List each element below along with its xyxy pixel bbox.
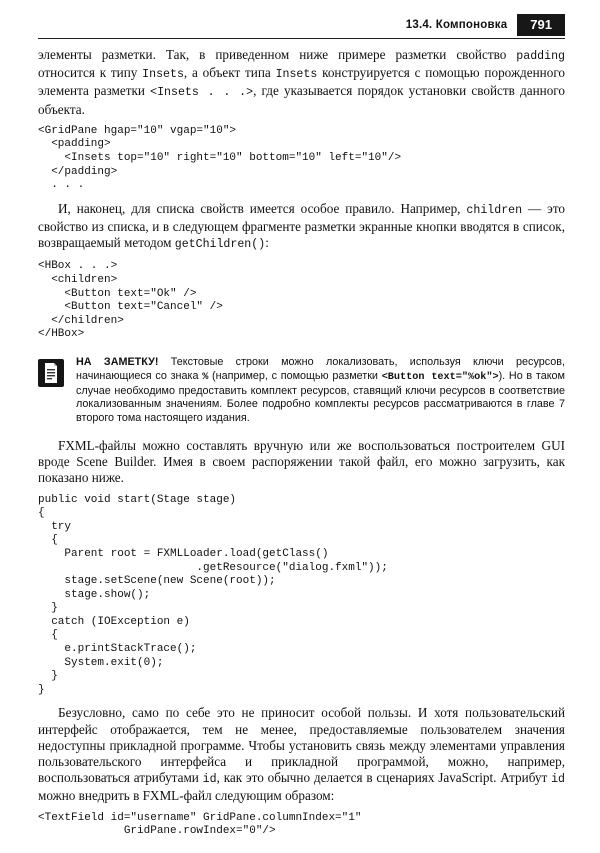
text-run: конструируется с помощью порожденного элемента разметки: [38, 65, 565, 99]
inline-code: <Insets . . .>: [150, 86, 254, 100]
text-run: Текстовые строки можно локализовать, используя ключи ресурсов, начинающиеся со знака: [76, 355, 565, 382]
inline-code: children: [466, 203, 523, 217]
text-run: :: [265, 235, 269, 251]
section-title: 13.4. Компоновка: [405, 19, 508, 31]
paragraph-children: [38, 201, 565, 254]
text-run: элементы разметки. Так, в приведенном ниже примере разметки свойство: [38, 47, 517, 62]
inline-code: <Button text="%ok">: [381, 371, 499, 383]
inline-code: Insets: [142, 68, 184, 82]
text-run: относится к типу: [38, 65, 143, 81]
inline-code: id: [202, 773, 217, 787]
inline-code: getChildren(): [174, 238, 266, 252]
text-run: FXML-файлы можно составлять вручную или же воспользоваться построителем GUI вроде Scene Builder. Имея в своем распоряжении такой файл, его можно загрузить, как показано ниже.: [38, 437, 565, 486]
code-block-gridpane: <GridPane hgap="10" vgap="10"> <padding> <Insets top="10" right="10" bottom="10" left="10"/> </padding> . . .: [38, 124, 402, 192]
text-run: , где указывается порядок установки свойств данного объекта.: [38, 83, 565, 117]
note-icon: [38, 356, 64, 393]
page-number-badge: 791: [517, 14, 565, 36]
inline-code: Insets: [275, 68, 318, 82]
text-run: (например, с помощью разметки: [208, 369, 382, 382]
note-title: НА ЗАМЕТКУ!: [76, 355, 159, 368]
text-run: И, наконец, для списка свойств имеется особое правило. Например,: [58, 200, 467, 216]
inline-code: %: [202, 371, 209, 383]
code-block-textfield: <TextField id="username" GridPane.columnIndex="1" GridPane.rowIndex="0"/>: [38, 811, 362, 838]
paragraph-insets: [38, 47, 565, 118]
text-run: Безусловно, само по себе это не приносит особой пользы. И хотя пользовательский интерфейс отображается, тем не менее, предоставляемые пользователем значения недоступны прикладной программе. Чтобы установить связь между элементами управления пользовательского интерфейса и прикладной программой, можно, например, воспользоваться атрибутами: [38, 705, 565, 786]
note-body: [76, 356, 565, 426]
text-run: , а объект типа: [183, 65, 276, 81]
note-box: [38, 356, 565, 426]
code-block-hbox: <HBox . . .> <children> <Button text="Ok" /> <Button text="Cancel" /> </children> </HBox>: [38, 260, 223, 341]
text-run: — это свойство из списка, и в следующем фрагменте разметки экранные кнопки вводятся в список, возвращаемый методом: [38, 200, 566, 251]
paragraph-fxml-files: [38, 438, 565, 487]
page-header: [38, 14, 565, 36]
text-run: можно внедрить в FXML-файл следующим образом:: [38, 788, 335, 804]
header-rule: [38, 38, 565, 39]
paragraph-id-attributes: [38, 705, 565, 804]
text-run: ). Но в таком случае необходимо предоставить комплект ресурсов, ставящий ключи ресурсов в соответствие локализованным значениям. Более подробно комплекты ресурсов рассматриваются в главе 7 второго тома настоящего издания.: [76, 369, 565, 425]
code-block-start-method: public void start(Stage stage) { try { Parent root = FXMLLoader.load(getClass() .getResource("dialog.fxml")); stage.setScene(new Scene(root)); stage.show(); } catch (IOException e) { e.printStackTrace(); System.exit(0); } }: [38, 493, 388, 696]
text-run: , как это обычно делается в сценариях JavaScript. Атрибут: [216, 770, 552, 786]
inline-code: padding: [516, 50, 565, 63]
inline-code: id: [551, 773, 565, 787]
